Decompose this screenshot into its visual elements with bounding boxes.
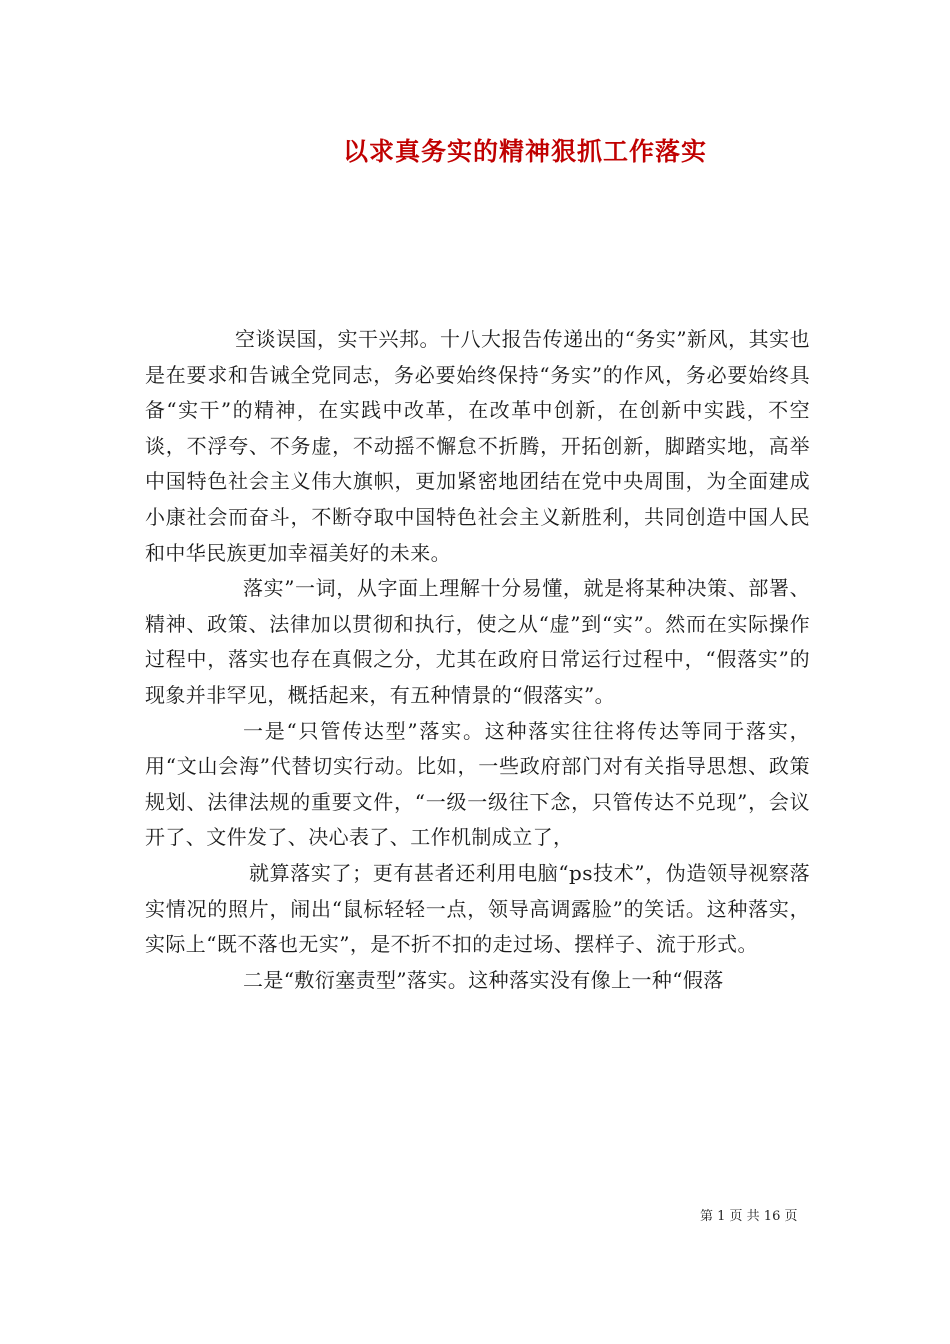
paragraph-5: 二是“敷衍塞责型”落实。这种落实没有像上一种“假落	[243, 967, 724, 992]
paragraph-3: 一是“只管传达型”落实。这种落实往往将传达等同于落实，用“文山会海”代替切实行动。比如，一些政府部门对有关指导思想、政策规划、法律法规的重要文件，“一级一级往下念，只管传达不兑现”，会议开了、文件发了、决心表了、工作机制成立了，	[145, 718, 810, 850]
page-number-footer: 第 1 页 共 16 页	[700, 1209, 798, 1224]
paragraph-1: 空谈误国，实干兴邦。十八大报告传递出的“务实”新风，其实也是在要求和告诫全党同志，务必要始终保持“务实”的作风，务必要始终具备“实干”的精神，在实践中改革，在改革中创新，在创新中实践，不空谈，不浮夸、不务虚，不动摇不懈怠不折腾，开拓创新，脚踏实地，高举中国特色社会主义伟大旗帜，更加紧密地团结在党中央周围，为全面建成小康社会而奋斗，不断夺取中国特色社会主义新胜利，共同创造中国人民和中华民族更加幸福美好的未来。	[145, 327, 810, 565]
document-body	[145, 322, 810, 998]
document-title: 以求真务实的精神狠抓工作落实	[342, 137, 707, 166]
paragraph-2: 落实”一词，从字面上理解十分易懂，就是将某种决策、部署、精神、政策、法律加以贯彻和执行，使之从“虚”到“实”。然而在实际操作过程中，落实也存在真假之分，尤其在政府日常运行过程中，“假落实”的现象并非罕见，概括起来，有五种情景的“假落实”。	[145, 576, 810, 707]
paragraph-4: 就算落实了；更有甚者还利用电脑“ps技术”，伪造领导视察落实情况的照片，闹出“鼠标轻轻一点，领导高调露脸”的笑话。这种落实，实际上“既不落也无实”，是不折不扣的走过场、摆样子、流于形式。	[145, 860, 810, 957]
